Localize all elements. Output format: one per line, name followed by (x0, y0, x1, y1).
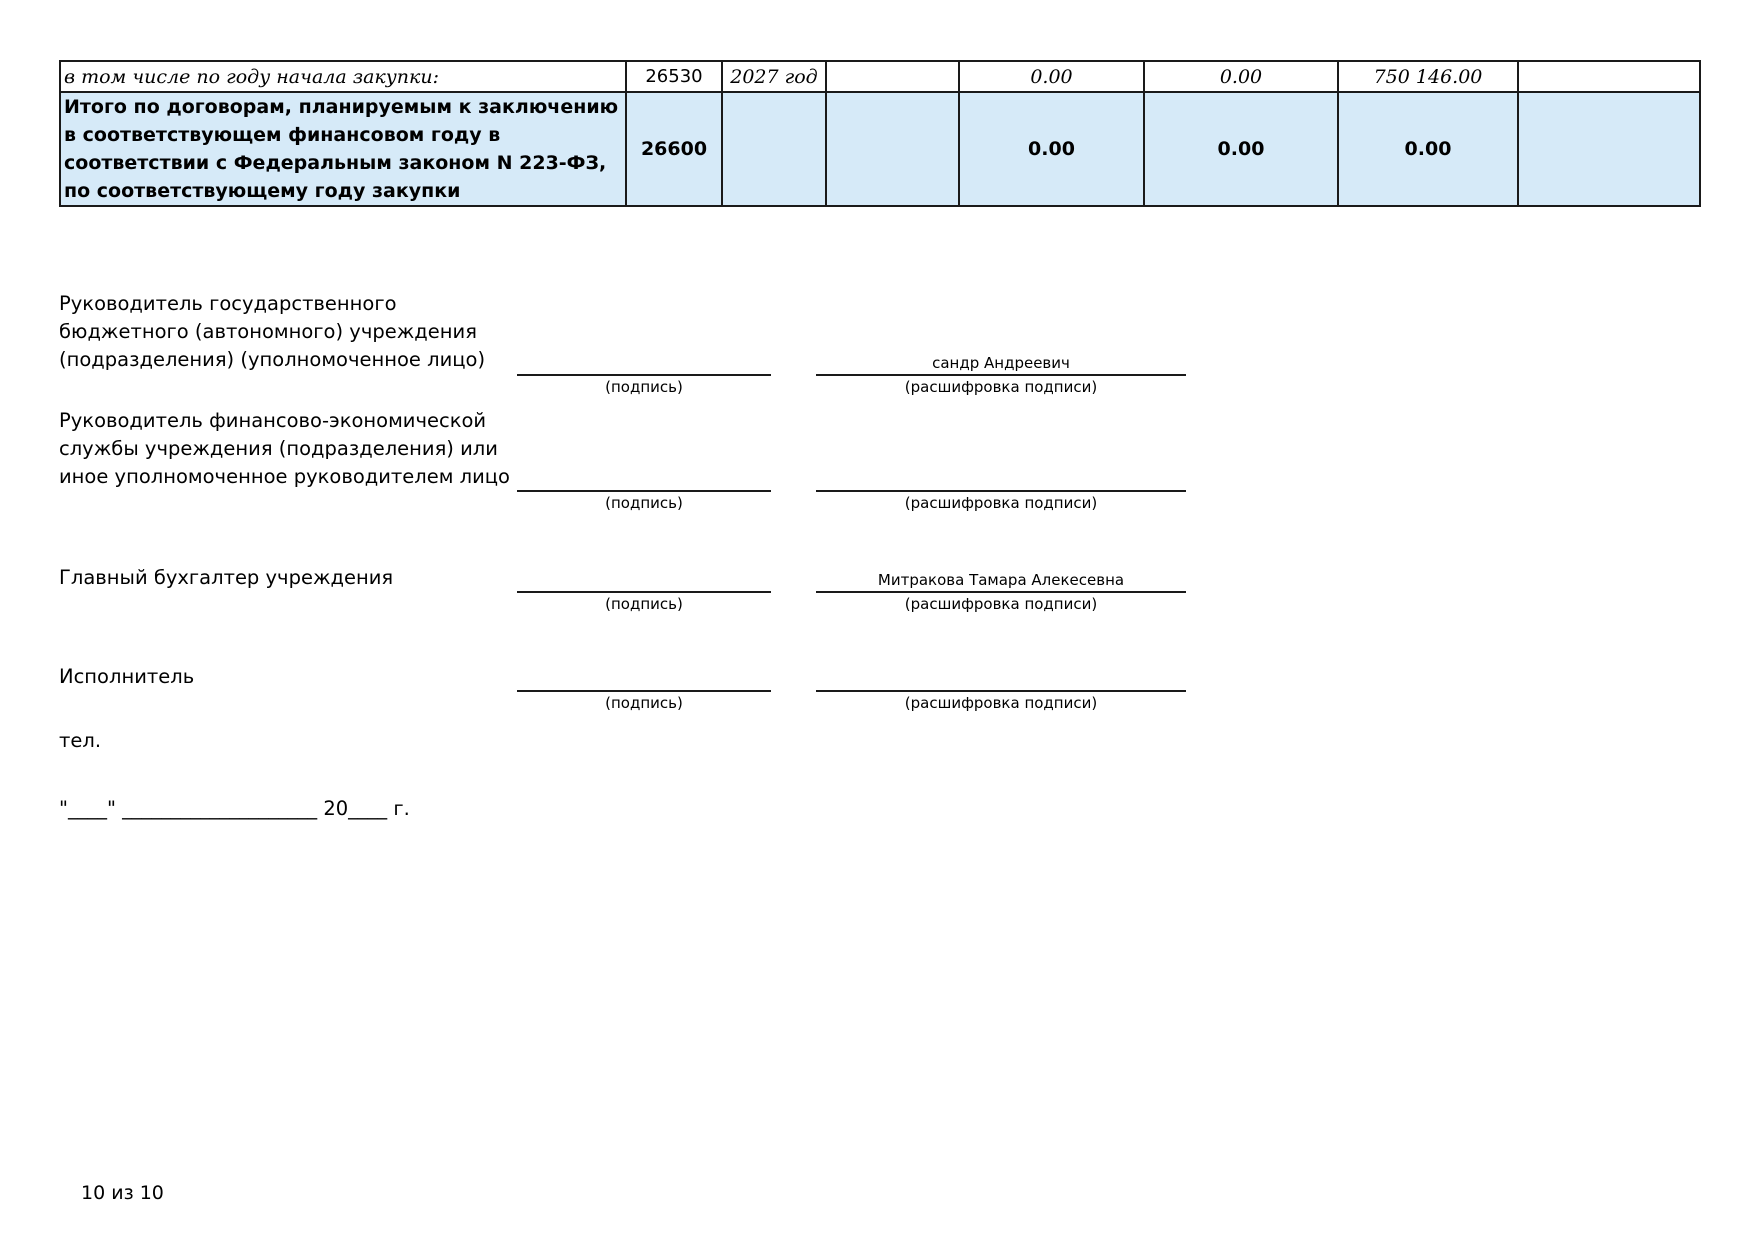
executor-label: Исполнитель (59, 665, 195, 688)
table-row-by-year (60, 61, 1700, 92)
accountant-signature-line[interactable] (517, 569, 771, 593)
row-year: 2027 год (722, 61, 826, 92)
decode-caption: (расшифровка подписи) (904, 595, 1098, 613)
total-code: 26600 (626, 92, 722, 206)
total-value-2: 0.00 (1144, 92, 1338, 206)
total-cell-4 (826, 92, 959, 206)
accountant-label: Главный бухгалтер учреждения (59, 566, 394, 589)
row-value-2: 0.00 (1144, 61, 1338, 92)
row-value-3: 750 146.00 (1338, 61, 1518, 92)
decode-caption: (расшифровка подписи) (904, 694, 1098, 712)
row-cell-4 (826, 61, 959, 92)
head-label-line: Руководитель государственного (59, 292, 397, 315)
decode-caption: (расшифровка подписи) (904, 378, 1098, 396)
signature-caption: (подпись) (605, 595, 683, 613)
plan-table (59, 60, 1701, 207)
date-line: "____" ____________________ 20____ г. (59, 797, 410, 820)
finance-label-line: иное уполномоченное руководителем лицо (59, 465, 510, 488)
executor-name-line[interactable] (816, 668, 1186, 692)
finance-signature-line[interactable] (517, 468, 771, 492)
row-label: в том числе по году начала закупки: (60, 61, 626, 92)
finance-label-line: Руководитель финансово-экономической (59, 409, 487, 432)
decode-caption: (расшифровка подписи) (904, 494, 1098, 512)
head-signature-line[interactable] (517, 352, 771, 376)
signature-caption: (подпись) (605, 378, 683, 396)
head-label-line: бюджетного (автономного) учреждения (59, 320, 477, 343)
total-value-3: 0.00 (1338, 92, 1518, 206)
page-number: 10 из 10 (81, 1182, 164, 1204)
row-code: 26530 (626, 61, 722, 92)
table-row-total (60, 92, 1700, 206)
head-label-line: (подразделения) (уполномоченное лицо) (59, 348, 486, 371)
accountant-name-line[interactable]: Митракова Тамара Алекесевна (816, 569, 1186, 593)
head-name-line[interactable]: сандр Андреевич (816, 352, 1186, 376)
executor-signature-line[interactable] (517, 668, 771, 692)
total-value-1: 0.00 (959, 92, 1144, 206)
total-label: Итого по договорам, планируемым к заключению в соответствующем финансовом году в соответствии с Федеральным законом N 223-ФЗ, по соответствующему году закупки (60, 92, 626, 206)
finance-label-line: службы учреждения (подразделения) или (59, 437, 498, 460)
signature-caption: (подпись) (605, 494, 683, 512)
phone-label: тел. (59, 729, 102, 752)
signature-caption: (подпись) (605, 694, 683, 712)
row-value-1: 0.00 (959, 61, 1144, 92)
total-year (722, 92, 826, 206)
finance-name-line[interactable] (816, 468, 1186, 492)
head-signer-label (59, 290, 485, 374)
finance-signer-label (59, 407, 510, 491)
row-cell-8 (1518, 61, 1700, 92)
total-cell-8 (1518, 92, 1700, 206)
